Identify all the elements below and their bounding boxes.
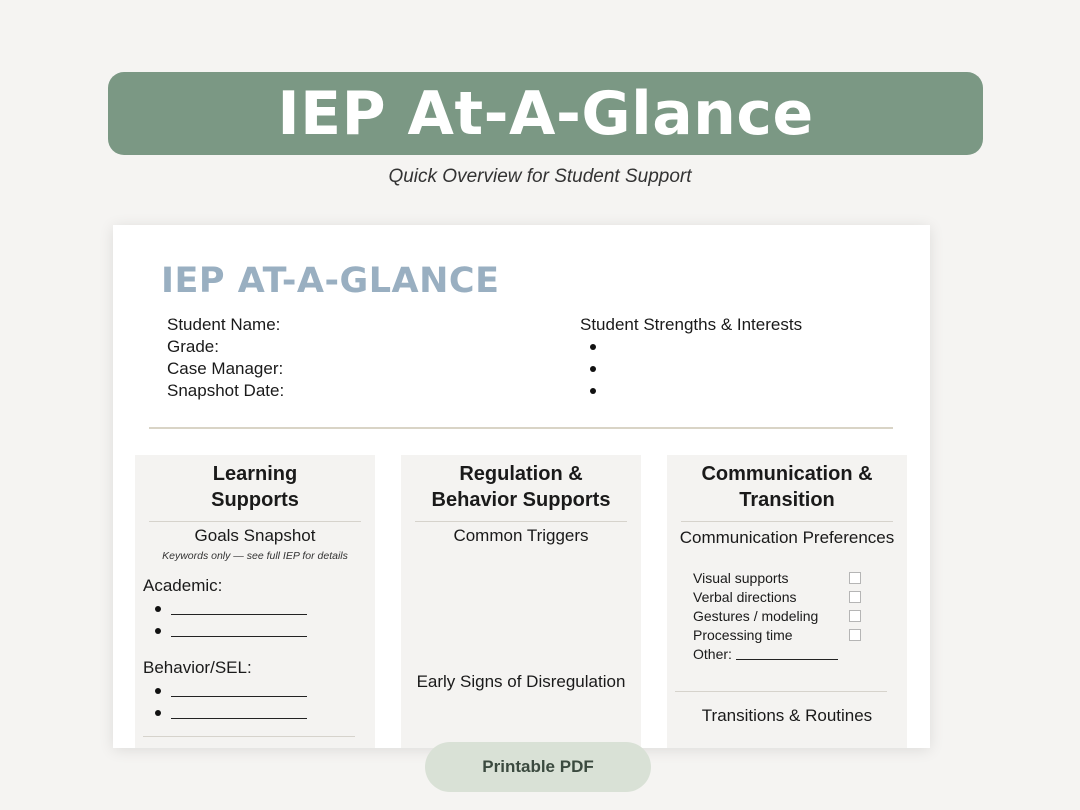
strengths-bullets bbox=[590, 336, 802, 402]
title-banner bbox=[108, 72, 983, 155]
card-divider bbox=[681, 521, 893, 522]
card-title: Communication & Transition bbox=[701, 463, 873, 511]
behavior-sel-label: Behavior/SEL: bbox=[143, 658, 252, 677]
field-case-manager: Case Manager: bbox=[167, 359, 284, 378]
printable-pdf-badge: Printable PDF bbox=[425, 742, 651, 792]
checkbox[interactable] bbox=[849, 591, 861, 603]
document-title: IEP AT-A-GLANCE bbox=[161, 261, 500, 301]
strengths-section bbox=[580, 314, 802, 402]
communication-options bbox=[667, 568, 907, 663]
academic-line bbox=[155, 598, 375, 620]
card-divider bbox=[149, 521, 361, 522]
checkbox[interactable] bbox=[849, 572, 861, 584]
card-title: Learning Supports bbox=[211, 463, 299, 511]
subtitle: Quick Overview for Student Support bbox=[388, 166, 692, 187]
option-visual-supports: Visual supports bbox=[693, 568, 907, 587]
card-regulation-behavior bbox=[401, 455, 641, 748]
behavior-line bbox=[155, 702, 375, 724]
card-divider bbox=[675, 691, 887, 692]
strengths-heading: Student Strengths & Interests bbox=[580, 315, 803, 334]
student-info-fields bbox=[167, 314, 284, 402]
option-verbal-directions: Verbal directions bbox=[693, 587, 907, 606]
bullet-point bbox=[590, 380, 802, 402]
option-processing-time: Processing time bbox=[693, 625, 907, 644]
card-learning-supports bbox=[135, 455, 375, 748]
transitions-routines-heading: Transitions & Routines bbox=[701, 706, 873, 725]
checkbox[interactable] bbox=[849, 610, 861, 622]
field-student-name: Student Name: bbox=[167, 315, 281, 334]
option-gestures-modeling: Gestures / modeling bbox=[693, 606, 907, 625]
bullet-point bbox=[590, 358, 802, 380]
card-divider bbox=[143, 736, 355, 737]
common-triggers-heading: Common Triggers bbox=[453, 526, 589, 545]
option-other: Other: bbox=[693, 644, 907, 663]
goals-snapshot-heading: Goals Snapshot bbox=[194, 526, 316, 545]
communication-preferences-heading: Communication Preferences bbox=[679, 528, 895, 547]
bullet-point bbox=[590, 336, 802, 358]
field-grade: Grade: bbox=[167, 337, 219, 356]
academic-label: Academic: bbox=[143, 576, 223, 595]
early-signs-heading: Early Signs of Disregulation bbox=[416, 672, 626, 691]
card-title: Regulation & Behavior Supports bbox=[431, 463, 611, 511]
card-divider bbox=[415, 521, 627, 522]
behavior-line bbox=[155, 680, 375, 702]
field-snapshot-date: Snapshot Date: bbox=[167, 381, 285, 400]
divider bbox=[149, 427, 893, 429]
checkbox[interactable] bbox=[849, 629, 861, 641]
banner-title: IEP At-A-Glance bbox=[277, 78, 814, 149]
academic-line bbox=[155, 620, 375, 642]
document-preview bbox=[113, 225, 930, 748]
card-communication-transition bbox=[667, 455, 907, 748]
keywords-note: Keywords only — see full IEP for details bbox=[162, 550, 348, 562]
